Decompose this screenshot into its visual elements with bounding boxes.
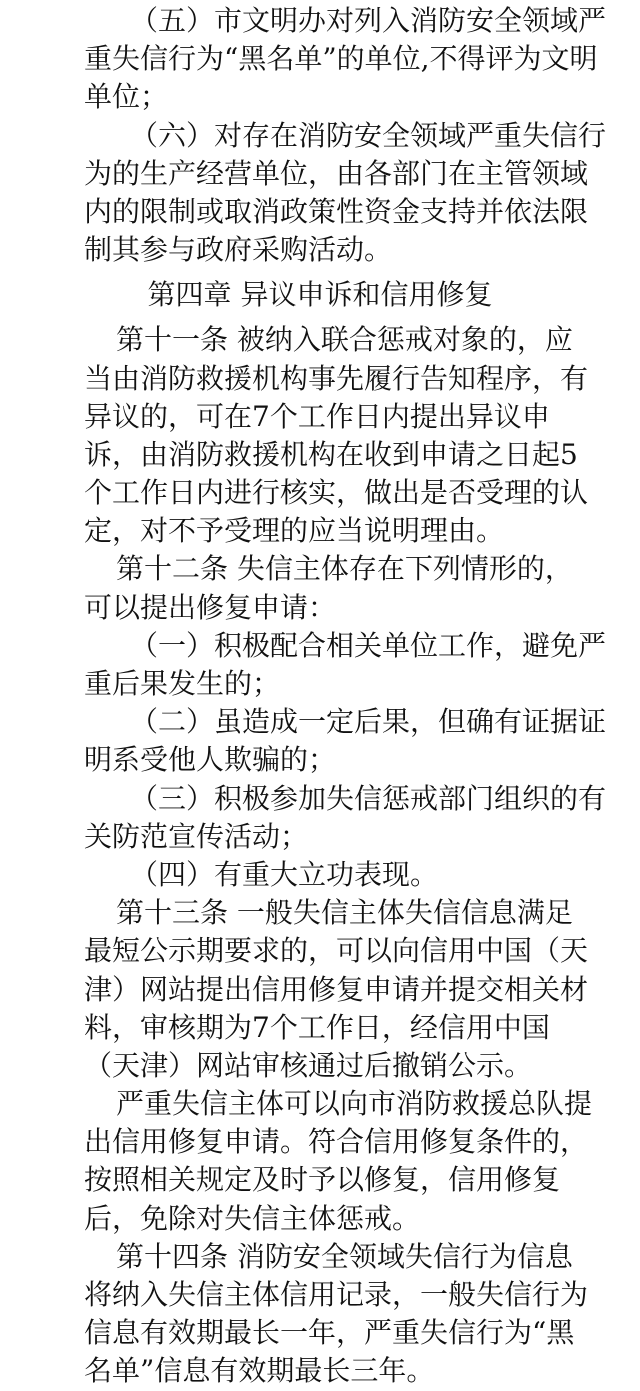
text-line: 诉，由消防救援机构在收到申请之日起5 (84, 437, 578, 471)
text-line: 后，免除对失信主体惩戒。 (84, 1201, 421, 1235)
text-line: 第十三条 一般失信主体失信信息满足 (116, 896, 573, 930)
text-line: 当由消防救援机构事先履行告知程序，有 (84, 361, 589, 395)
chapter-heading: 第四章 异议申诉和信用修复 (147, 278, 493, 312)
text-line: 制其参与政府采购活动。 (84, 233, 393, 267)
text-line: 料，审核期为7个工作日，经信用中国 (84, 1010, 550, 1044)
text-line: 第十二条 失信主体存在下列情形的， (116, 552, 573, 586)
text-line: 个工作日内进行核实，做出是否受理的认 (84, 476, 589, 510)
text-line: 将纳入失信主体信用记录，一般失信行为 (84, 1278, 589, 1311)
text-line: 为的生产经营单位，由各部门在主管领域 (84, 156, 589, 190)
text-line: 重后果发生的； (84, 667, 281, 700)
text-line: 出信用修复申请。符合信用修复条件的， (84, 1125, 589, 1159)
text-line: （二）虽造成一定后果，但确有证据证 (130, 705, 607, 739)
text-line: 信息有效期最长一年，严重失信行为“黑 (84, 1316, 575, 1350)
text-line: 按照相关规定及时予以修复，信用修复 (84, 1163, 561, 1197)
text-line: 最短公示期要求的，可以向信用中国（天 (84, 934, 589, 968)
text-line: 严重失信主体可以向市消防救援总队提 (116, 1087, 593, 1121)
text-line: 关防范宣传活动； (84, 819, 309, 853)
text-line: 异议的，可在7个工作日内提出异议申 (84, 399, 550, 433)
text-line: （三）积极参加失信惩戒部门组织的有 (130, 781, 607, 815)
text-line: （天津）网站审核通过后撤销公示。 (84, 1048, 533, 1082)
text-line: 津）网站提出信用修复申请并提交相关材 (84, 972, 589, 1006)
text-line: 重失信行为“黑名单”的单位,不得评为文明 (84, 42, 598, 76)
text-line: （五）市文明办对列入消防安全领域严 (130, 4, 607, 37)
text-line: （六）对存在消防安全领域严重失信行 (130, 118, 607, 152)
text-line: （四）有重大立功表现。 (130, 857, 439, 891)
text-line: 明系受他人欺骗的； (84, 743, 337, 777)
text-line: 第十四条 消防安全领域失信行为信息 (116, 1239, 573, 1273)
text-line: 单位； (84, 80, 169, 114)
text-line: 名单”信息有效期最长三年。 (84, 1354, 435, 1388)
text-line: 可以提出修复申请： (84, 590, 337, 624)
text-line: 定，对不予受理的应当说明理由。 (84, 514, 505, 548)
text-line: （一）积极配合相关单位工作，避免严 (130, 628, 607, 662)
text-line: 第十一条 被纳入联合惩戒对象的，应 (116, 323, 573, 357)
text-line: 内的限制或取消政策性资金支持并依法限 (84, 194, 589, 228)
